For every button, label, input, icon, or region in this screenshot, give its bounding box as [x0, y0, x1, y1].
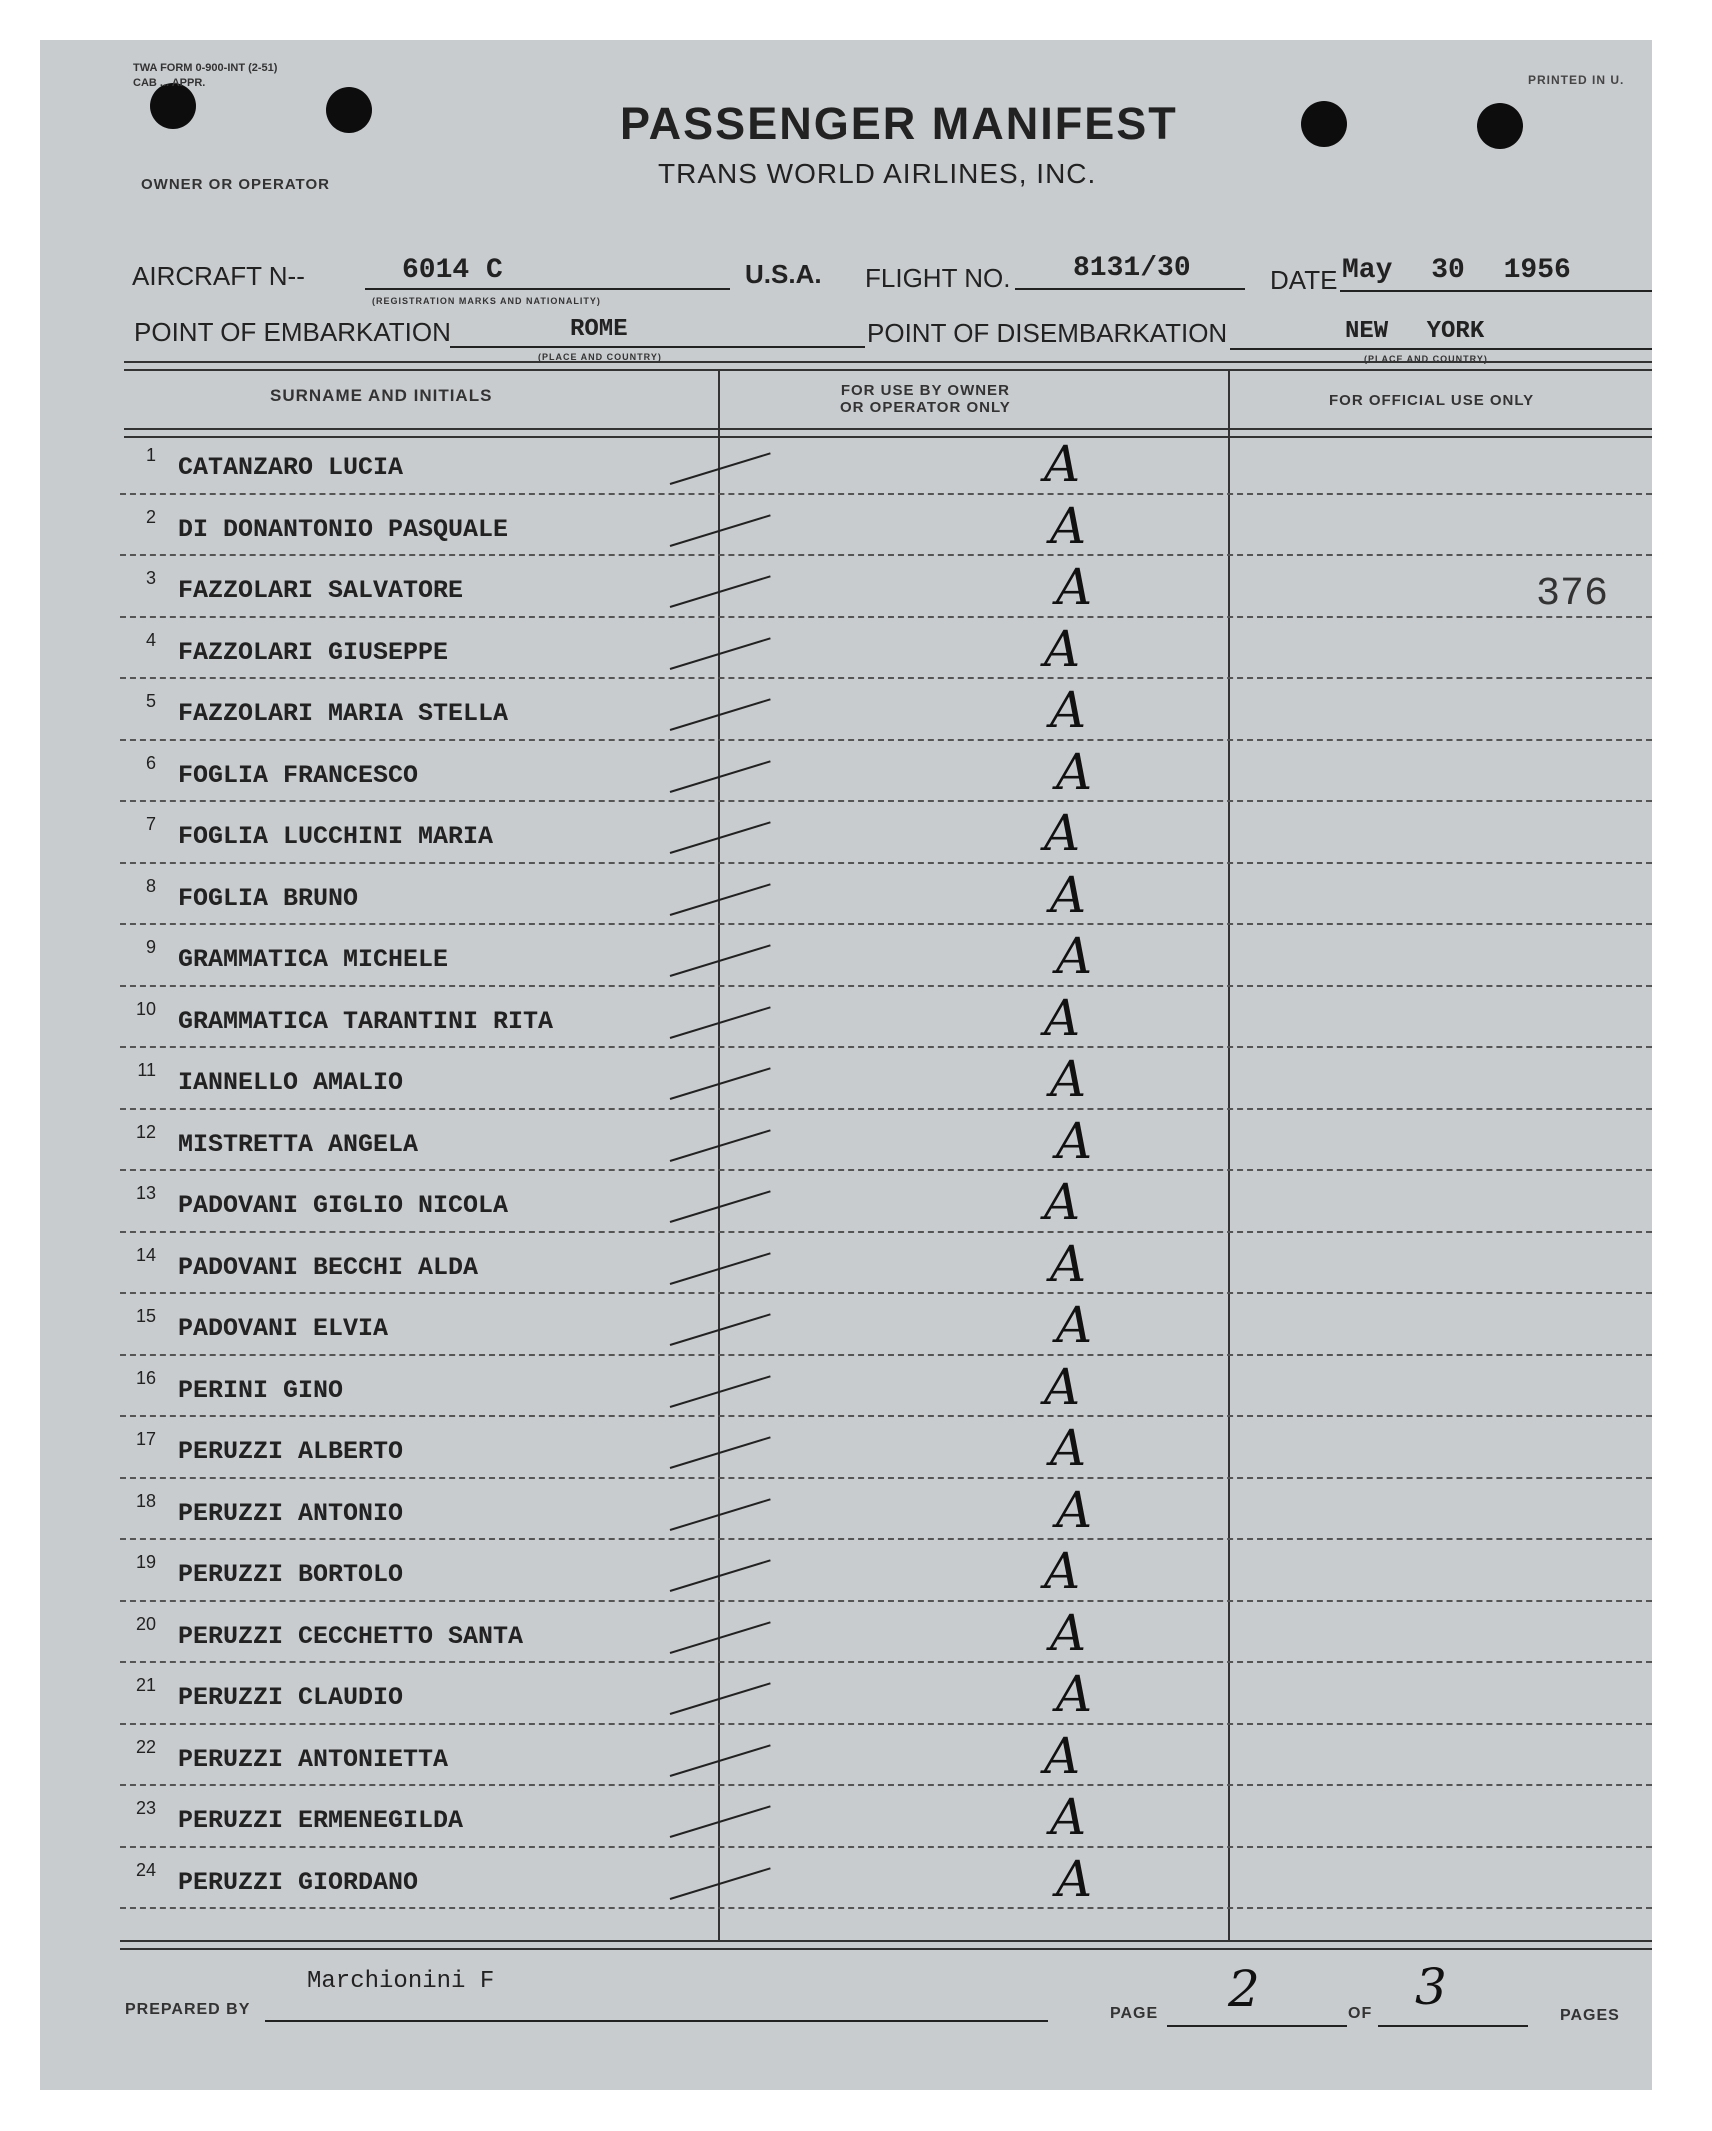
form-number-line: TWA FORM 0-900-INT (2-51)	[133, 62, 278, 74]
row-separator	[120, 1600, 1652, 1602]
owner-check-mark: A	[1044, 804, 1081, 862]
passenger-name: FOGLIA BRUNO	[178, 883, 359, 913]
row-number: 2	[145, 506, 156, 527]
aircraft-value: 6014 C	[402, 255, 503, 286]
punch-hole	[326, 87, 372, 133]
row-number: 19	[135, 1552, 156, 1572]
disembarkation-value: NEW YORK	[1345, 318, 1485, 345]
passenger-name: MISTRETTA ANGELA	[178, 1129, 419, 1159]
form-approval-line: CAB ... APPR.	[133, 77, 206, 89]
row-number: 9	[145, 937, 156, 957]
tick-mark	[670, 637, 771, 670]
owner-check-mark: A	[1044, 1726, 1081, 1785]
page-underline	[1167, 2025, 1347, 2027]
table-top-border	[124, 361, 1652, 371]
owner-check-mark: A	[1056, 1480, 1093, 1539]
passenger-name: FAZZOLARI GIUSEPPE	[178, 637, 449, 667]
row-separator	[120, 1046, 1652, 1048]
row-separator	[120, 1108, 1652, 1110]
of-label: OF	[1348, 2005, 1373, 2022]
row-number: 18	[135, 1490, 156, 1511]
owner-check-mark: A	[1044, 619, 1081, 678]
tick-mark	[670, 1805, 771, 1838]
passenger-name: PADOVANI ELVIA	[178, 1314, 389, 1343]
row-number: 22	[135, 1736, 156, 1757]
passenger-name: IANNELLO AMALIO	[178, 1068, 404, 1097]
tick-mark	[670, 1744, 771, 1777]
row-number: 14	[135, 1244, 156, 1265]
row-number: 16	[135, 1367, 156, 1388]
row-separator	[120, 1907, 1652, 1909]
tick-mark	[670, 1436, 771, 1469]
passenger-name: PERINI GINO	[178, 1375, 344, 1405]
tick-mark	[670, 575, 771, 608]
tick-mark	[670, 1867, 771, 1900]
row-number: 24	[135, 1859, 156, 1880]
passenger-name: PERUZZI BORTOLO	[178, 1560, 404, 1589]
page-label: PAGE	[1110, 2005, 1159, 2022]
tick-mark	[670, 760, 771, 793]
owner-check-mark: A	[1056, 742, 1093, 801]
flight-no-underline	[1015, 288, 1245, 290]
row-separator	[120, 800, 1652, 802]
punch-hole	[1477, 103, 1523, 149]
row-number: 10	[135, 998, 156, 1019]
passenger-name: PERUZZI ANTONIO	[178, 1498, 404, 1528]
row-separator	[120, 1477, 1652, 1479]
row-separator	[120, 1661, 1652, 1663]
passenger-name: PERUZZI GIORDANO	[178, 1867, 419, 1897]
total-pages: 3	[1415, 1958, 1447, 2016]
disembarkation-sublabel: (PLACE AND COUNTRY)	[1364, 354, 1488, 364]
passenger-name: PERUZZI CECCHETTO SANTA	[178, 1621, 524, 1651]
row-separator	[120, 985, 1652, 987]
column-divider-left	[718, 369, 720, 1940]
official-use-note: 376	[1536, 572, 1609, 617]
registration-sublabel: (REGISTRATION MARKS AND NATIONALITY)	[372, 296, 601, 306]
row-separator	[120, 1354, 1652, 1356]
aircraft-label: AIRCRAFT N--	[132, 261, 305, 291]
tick-mark	[670, 883, 771, 916]
manifest-document	[40, 40, 1652, 2090]
owner-check-mark: A	[1050, 1788, 1087, 1846]
row-separator	[120, 1169, 1652, 1171]
passenger-name: FOGLIA FRANCESCO	[178, 760, 419, 790]
row-separator	[120, 1231, 1652, 1233]
owner-use-line1: FOR USE BY OWNER	[840, 382, 1010, 399]
passenger-name: FOGLIA LUCCHINI MARIA	[178, 822, 494, 851]
owner-check-mark: A	[1044, 1542, 1081, 1600]
row-number: 8	[145, 875, 156, 896]
owner-check-mark: A	[1050, 1050, 1087, 1108]
row-separator	[120, 493, 1652, 495]
owner-check-mark: A	[1056, 558, 1093, 616]
owner-check-mark: A	[1044, 988, 1081, 1047]
tick-mark	[670, 514, 771, 547]
nationality: U.S.A.	[745, 259, 822, 289]
date-underline	[1340, 290, 1652, 292]
tick-mark	[670, 1621, 771, 1654]
row-number: 20	[135, 1613, 156, 1634]
tick-mark	[670, 1682, 771, 1715]
passenger-name: GRAMMATICA TARANTINI RITA	[178, 1006, 554, 1036]
row-separator	[120, 1538, 1652, 1540]
row-separator	[120, 923, 1652, 925]
printed-in-label: PRINTED IN U.	[1528, 73, 1625, 87]
row-separator	[120, 1723, 1652, 1725]
row-number: 11	[137, 1060, 156, 1080]
passenger-name: PERUZZI ERMENEGILDA	[178, 1806, 464, 1835]
owner-check-mark: A	[1050, 1603, 1087, 1662]
embarkation-value: ROME	[570, 316, 628, 343]
owner-operator-label: OWNER OR OPERATOR	[141, 176, 330, 193]
owner-check-mark: A	[1050, 681, 1087, 739]
row-number: 3	[145, 568, 156, 588]
tick-mark	[670, 1067, 771, 1100]
disembarkation-label: POINT OF DISEMBARKATION	[867, 318, 1228, 348]
row-separator	[120, 1292, 1652, 1294]
date-value: May 30 1956	[1342, 255, 1571, 286]
owner-check-mark: A	[1050, 1419, 1087, 1477]
row-number: 23	[135, 1798, 156, 1818]
tick-mark	[670, 1190, 771, 1223]
page-number: 2	[1228, 1960, 1260, 2018]
passenger-name: FAZZOLARI SALVATORE	[178, 576, 464, 605]
aircraft-underline	[365, 288, 730, 290]
row-separator	[120, 1784, 1652, 1786]
row-separator	[120, 862, 1652, 864]
passenger-name: GRAMMATICA MICHELE	[178, 945, 449, 974]
passenger-name: PADOVANI BECCHI ALDA	[178, 1252, 479, 1282]
owner-check-mark: A	[1056, 1111, 1093, 1170]
tick-mark	[670, 1498, 771, 1531]
owner-check-mark: A	[1044, 1173, 1081, 1231]
row-separator	[120, 554, 1652, 556]
row-number: 6	[145, 752, 156, 773]
owner-check-mark: A	[1044, 1357, 1081, 1416]
airline-name: TRANS WORLD AIRLINES, INC.	[658, 158, 1097, 189]
prepared-by-underline	[265, 2020, 1048, 2022]
row-number: 1	[145, 445, 156, 465]
row-separator	[120, 1846, 1652, 1848]
tick-mark	[670, 1313, 771, 1346]
row-separator	[120, 677, 1652, 679]
tick-mark	[670, 452, 771, 485]
total-underline	[1378, 2025, 1528, 2027]
passenger-name: FAZZOLARI MARIA STELLA	[178, 699, 509, 728]
disembarkation-underline	[1230, 348, 1652, 350]
owner-check-mark: A	[1056, 1665, 1093, 1723]
flight-no-label: FLIGHT NO.	[865, 263, 1011, 293]
tick-mark	[670, 821, 771, 854]
row-number: 12	[135, 1121, 156, 1142]
owner-check-mark: A	[1056, 1849, 1093, 1908]
owner-check-mark: A	[1044, 435, 1081, 493]
row-separator	[120, 616, 1652, 618]
tick-mark	[670, 1559, 771, 1592]
passenger-name: DI DONANTONIO PASQUALE	[178, 514, 509, 544]
tick-mark	[670, 1129, 771, 1162]
column-header-surname: SURNAME AND INITIALS	[270, 386, 493, 405]
embarkation-sublabel: (PLACE AND COUNTRY)	[538, 352, 662, 362]
row-separator	[120, 1415, 1652, 1417]
passenger-name: PERUZZI ALBERTO	[178, 1437, 404, 1466]
date-label: DATE	[1270, 265, 1338, 295]
pages-label: PAGES	[1560, 2007, 1620, 2024]
tick-mark	[670, 1006, 771, 1039]
owner-check-mark: A	[1050, 1234, 1087, 1293]
row-number: 13	[135, 1183, 156, 1203]
owner-check-mark: A	[1056, 927, 1093, 985]
row-number: 4	[145, 629, 156, 650]
row-number: 15	[135, 1306, 156, 1326]
column-header-official-use: FOR OFFICIAL USE ONLY	[1329, 392, 1535, 409]
row-number: 21	[135, 1675, 156, 1695]
owner-use-line2: OR OPERATOR ONLY	[840, 399, 1011, 416]
owner-check-mark: A	[1056, 1296, 1093, 1354]
tick-mark	[670, 1252, 771, 1285]
column-header-owner-use	[840, 382, 1011, 416]
tick-mark	[670, 944, 771, 977]
tick-mark	[670, 698, 771, 731]
flight-no-value: 8131/30	[1073, 253, 1191, 284]
form-number	[133, 61, 277, 91]
row-number: 7	[145, 814, 156, 834]
passenger-name: PERUZZI CLAUDIO	[178, 1683, 404, 1712]
punch-hole	[1301, 101, 1347, 147]
passenger-name: PERUZZI ANTONIETTA	[178, 1744, 449, 1774]
tick-mark	[670, 1375, 771, 1408]
column-divider-right	[1228, 369, 1230, 1940]
row-number: 5	[145, 691, 156, 711]
embarkation-label: POINT OF EMBARKATION	[134, 317, 451, 347]
table-bottom-border	[120, 1940, 1652, 1950]
passenger-name: CATANZARO LUCIA	[178, 453, 404, 482]
prepared-by-value: Marchionini F	[307, 1968, 495, 1995]
prepared-by-label: PREPARED BY	[125, 2001, 251, 2018]
owner-check-mark: A	[1050, 865, 1087, 924]
row-separator	[120, 739, 1652, 741]
passenger-name: PADOVANI GIGLIO NICOLA	[178, 1191, 509, 1220]
owner-check-mark: A	[1050, 496, 1087, 555]
header-bottom-border	[124, 428, 1652, 438]
embarkation-underline	[450, 346, 865, 348]
manifest-title: PASSENGER MANIFEST	[620, 98, 1178, 149]
row-number: 17	[135, 1429, 156, 1449]
